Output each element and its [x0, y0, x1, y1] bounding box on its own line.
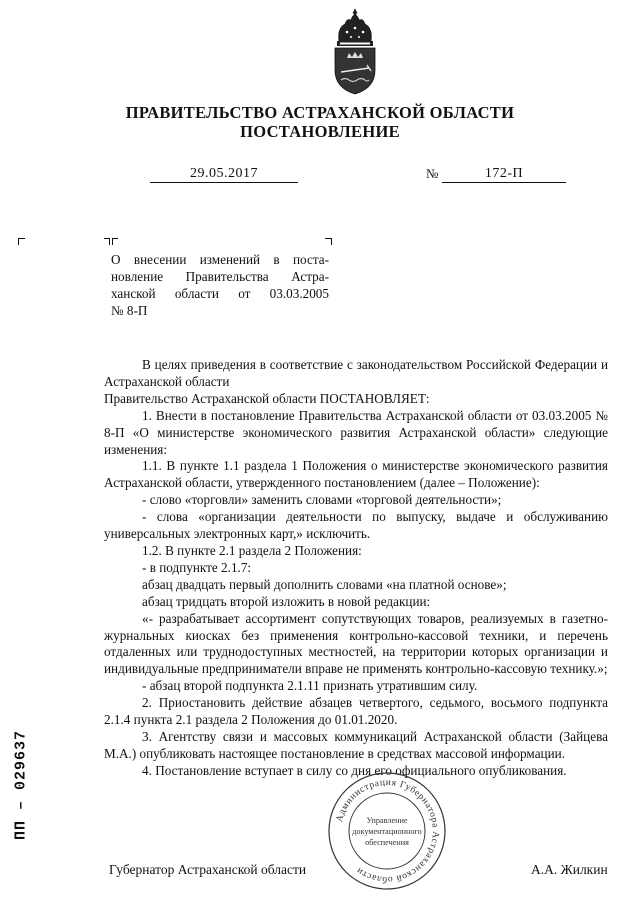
- signer-title: Губернатор Астраханской области: [109, 862, 307, 877]
- subject-line: О внесении изменений в поста-: [111, 252, 329, 267]
- body-paragraph: 4. Постановление вступает в силу со дня его официального опубликования.: [142, 762, 567, 778]
- number-sign: №: [426, 166, 439, 181]
- body-paragraph: абзац тридцать второй изложить в новой редакции:: [142, 593, 431, 609]
- body-paragraph: - в подпункте 2.1.7:: [142, 559, 252, 575]
- document-body: [104, 357, 608, 780]
- document-date: 29.05.2017: [150, 165, 298, 183]
- document-number: 172-П: [442, 165, 566, 183]
- serial-number-text: ПП – 029637: [12, 729, 30, 841]
- coat-of-arms-icon: [327, 8, 383, 96]
- office-stamp: [326, 770, 448, 892]
- signer-name: А.А. Жилкин: [531, 862, 608, 877]
- corner-mark-left: [18, 238, 25, 245]
- stamp-center-line: обеспечения: [365, 838, 409, 847]
- body-paragraph: 2. Приостановить действие абзацев четвертого, седьмого, восьмого подпункта 2.1.4 пункта 2.1 раздела 2 Положения до 01.01.2020.: [104, 695, 608, 728]
- subject-line: ханской области от 03.03.2005: [111, 286, 329, 301]
- stamp-center-line: Управление: [366, 816, 408, 825]
- document-type: ПОСТАНОВЛЕНИЕ: [240, 122, 400, 141]
- body-paragraph: «- разрабатывает ассортимент сопутствующих товаров, реализуемых в газетно-журнальных киосках без применения контрольно-кассовой техники, и перечень отдаленных или труднодоступных местностей, на территории которых организации и индивидуальные предприниматели вправе не применять контрольно-кассовую технику.»;: [104, 610, 608, 677]
- subject-line: новление Правительства Астра-: [111, 269, 329, 284]
- body-paragraph: 1.1. В пункте 1.1 раздела 1 Положения о министерстве экономического развития Астраханской области, утвержденного постановлением (далее – Положение):: [104, 458, 608, 491]
- serial-number: [6, 690, 36, 880]
- body-paragraph: Правительство Астраханской области ПОСТАНОВЛЯЕТ:: [104, 390, 430, 406]
- stamp-center-line: документационного: [352, 827, 422, 836]
- body-paragraph: 1. Внести в постановление Правительства Астраханской области от 03.03.2005 № 8-П «О министерстве экономического развития Астраханской области» следующие изменения:: [104, 407, 608, 457]
- body-paragraph: 3. Агентству связи и массовых коммуникаций Астраханской области (Зайцева М.А.) опубликовать настоящее постановление в средствах массовой информации.: [104, 728, 608, 761]
- stamp-ring-text: Администрация Губернатора Астраханской области: [334, 777, 441, 885]
- government-title: ПРАВИТЕЛЬСТВО АСТРАХАНСКОЙ ОБЛАСТИ: [125, 103, 515, 122]
- body-paragraph: абзац двадцать первый дополнить словами «на платной основе»;: [142, 576, 507, 592]
- subject-line: № 8-П: [111, 303, 148, 318]
- body-paragraph: В целях приведения в соответствие с законодательством Российской Федерации и Астраханской области: [104, 357, 608, 389]
- body-paragraph: - слова «организации деятельности по выпуску, выдаче и обслуживанию универсальных электронных карт,» исключить.: [104, 509, 608, 542]
- document-subject: [111, 251, 329, 319]
- body-paragraph: - абзац второй подпункта 2.1.11 признать утратившим силу.: [142, 678, 478, 694]
- corner-mark-right: [325, 238, 332, 245]
- body-paragraph: - слово «торговли» заменить словами «торговой деятельности»;: [142, 492, 502, 508]
- body-paragraph: 1.2. В пункте 2.1 раздела 2 Положения:: [142, 542, 362, 558]
